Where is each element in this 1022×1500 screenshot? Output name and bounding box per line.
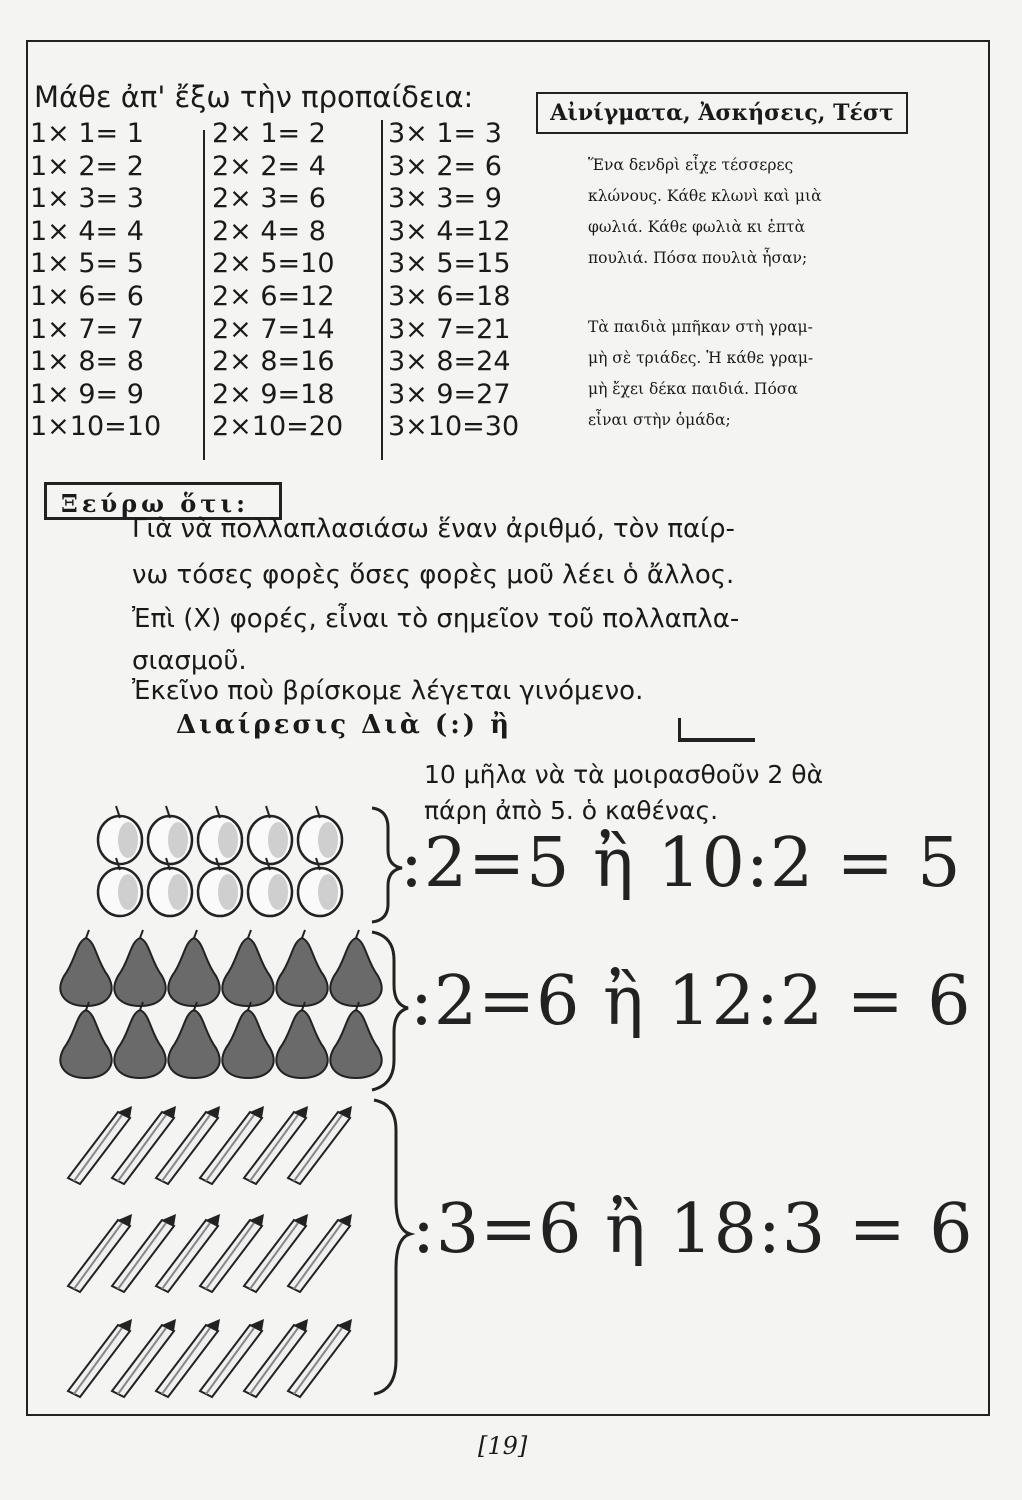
apple-icon	[148, 858, 192, 916]
apples-group	[98, 806, 342, 916]
table-row: 1× 5= 5	[30, 248, 144, 280]
pear-icon	[276, 930, 327, 1006]
riddle-line: μὴ ἔχει δέκα παιδιά. Πόσα	[588, 380, 798, 398]
ksero-label: Ξεύρω ὅτι:	[44, 482, 282, 520]
pear-icon	[60, 930, 111, 1006]
apple-icon	[298, 806, 342, 864]
riddle-line: Ἕνα δενδρὶ εἶχε τέσσερες	[588, 156, 794, 174]
table-row: 3× 1= 3	[388, 118, 502, 149]
table-row: 3× 9=27	[388, 378, 511, 410]
explanation-line-5: Ἐκεῖνο ποὺ βρίσκομε λέγεται γινόμενο.	[132, 676, 644, 706]
table-row: 1× 8= 8	[30, 346, 144, 378]
pear-icon	[222, 1002, 273, 1078]
table-row: 2× 4= 8	[212, 215, 326, 247]
table-row: 1× 7= 7	[30, 313, 144, 345]
apple-icon	[98, 806, 142, 864]
table-row: 1× 2= 2	[30, 150, 144, 182]
table-row: 1× 6= 6	[30, 280, 144, 312]
apple-icon	[198, 806, 242, 864]
explanation-line-1: Γιὰ νὰ πολλαπλασιάσω ἕναν ἀριθμό, τὸν παίρ-	[132, 514, 735, 544]
apple-icon	[148, 806, 192, 864]
pencils-group	[68, 1106, 352, 1397]
page-number: [19]	[478, 1432, 528, 1460]
table-row: 2× 6=12	[212, 280, 335, 312]
apple-icon	[298, 858, 342, 916]
table-row: 3× 6=18	[388, 280, 511, 312]
riddle-line: πουλιά. Πόσα πουλιὰ ἦσαν;	[588, 249, 808, 267]
table-row: 2× 2= 4	[212, 150, 326, 182]
equation-pencils: :3=6 ἢ 18:3 = 6	[412, 1190, 974, 1269]
riddle-line: εἶναι στὴν ὁμάδα;	[588, 411, 731, 429]
equation-apples: :2=5 ἢ 10:2 = 5	[400, 824, 962, 903]
table-row: 2× 5=10	[212, 248, 335, 280]
table-row: 2× 8=16	[212, 346, 335, 378]
pear-icon	[222, 930, 273, 1006]
pear-icon	[330, 1002, 381, 1078]
table-row: 2×10=20	[212, 411, 344, 443]
apple-icon	[248, 858, 292, 916]
equation-pears: :2=6 ἢ 12:2 = 6	[410, 962, 972, 1041]
pear-icon	[168, 930, 219, 1006]
table-row: 3× 5=15	[388, 248, 511, 280]
explanation-line-3: Ἐπὶ (Χ) φορές, εἶναι τὸ σημεῖον τοῦ πολλαπλα-	[132, 604, 740, 634]
riddle-line: Τὰ παιδιὰ μπῆκαν στὴ γραμ-	[588, 318, 813, 336]
table-row: 2× 3= 6	[212, 183, 326, 215]
table-row: 3× 7=21	[388, 313, 511, 345]
pear-icon	[330, 930, 381, 1006]
table-row: 3× 8=24	[388, 346, 511, 378]
apple-icon	[248, 806, 292, 864]
pears-group	[60, 930, 381, 1078]
table-row: 3× 2= 6	[388, 150, 502, 182]
table-row: 2× 1= 2	[212, 118, 326, 149]
division-story-line-2: πάρη ἀπὸ 5. ὁ καθένας.	[424, 796, 719, 825]
table-row: 1× 1= 1	[30, 118, 144, 149]
table-row: 2× 7=14	[212, 313, 335, 345]
riddle-line: μὴ σὲ τριάδες. Ἡ κάθε γραμ-	[588, 349, 814, 367]
division-story-line-1: 10 μῆλα νὰ τὰ μοιρασθοῦν 2 θὰ	[424, 760, 824, 789]
division-title: Διαίρεσις Διὰ (:) ἢ	[176, 710, 513, 740]
table-row: 1× 4= 4	[30, 215, 144, 247]
pear-icon	[168, 1002, 219, 1078]
explanation-line-4: σιασμοῦ.	[132, 646, 247, 676]
table-row: 1× 3= 3	[30, 183, 144, 215]
apple-icon	[198, 858, 242, 916]
pear-icon	[114, 1002, 165, 1078]
pear-icon	[114, 930, 165, 1006]
table-row: 2× 9=18	[212, 378, 335, 410]
pear-icon	[60, 1002, 111, 1078]
explanation-line-2: νω τόσες φορὲς ὅσες φορὲς μοῦ λέει ὁ ἄλλος.	[132, 560, 735, 590]
table-row: 3× 3= 9	[388, 183, 502, 215]
table-row: 1× 9= 9	[30, 378, 144, 410]
riddle-line: κλώνους. Κάθε κλωνὶ καὶ μιὰ	[588, 187, 822, 205]
riddle-line: φωλιά. Κάθε φωλιὰ κι ἑπτὰ	[588, 218, 806, 236]
table-row: 3× 4=12	[388, 215, 511, 247]
riddles-title: Αἰνίγματα, Ἀσκήσεις, Τέστ	[536, 92, 908, 134]
table-row: 1×10=10	[30, 411, 162, 443]
table-row: 3×10=30	[388, 411, 520, 443]
apple-icon	[98, 858, 142, 916]
pear-icon	[276, 1002, 327, 1078]
multiplication-heading: Μάθε ἀπ' ἔξω τὴν προπαίδεια:	[34, 80, 474, 114]
